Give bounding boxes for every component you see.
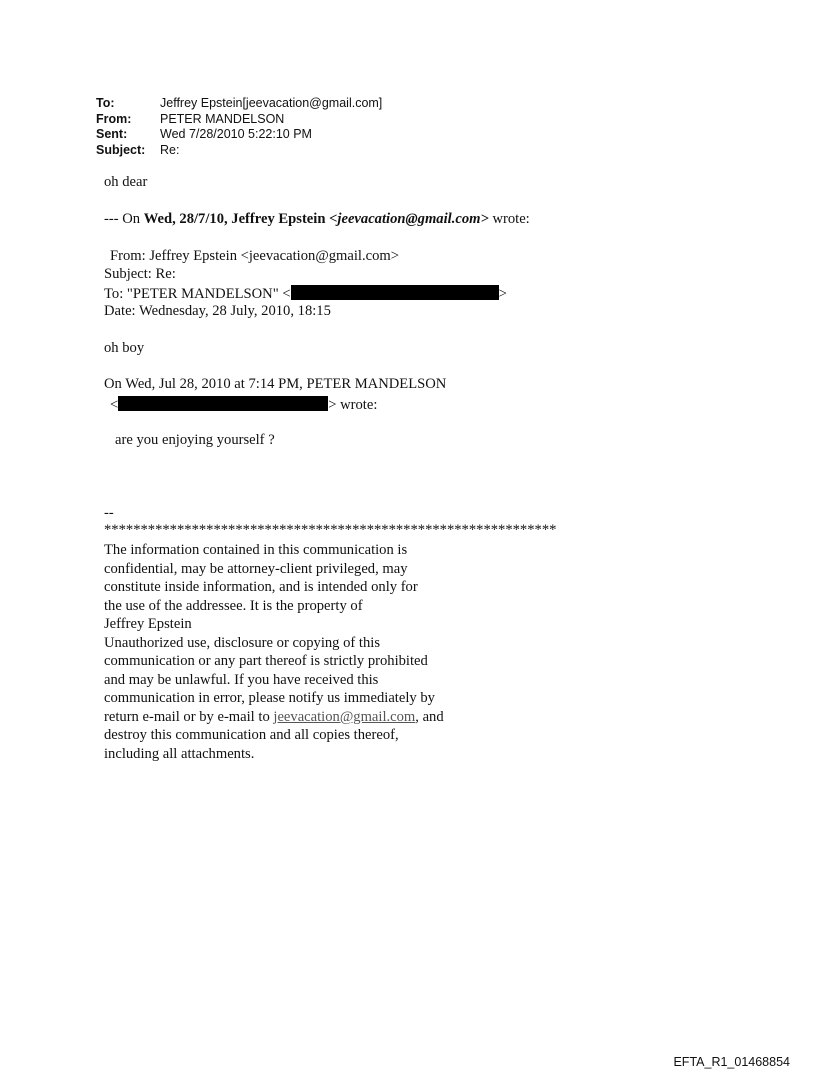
from-row — [96, 112, 382, 128]
quoted-to — [104, 285, 507, 303]
to-row — [96, 96, 382, 112]
quoted-to-prefix: To: "PETER MANDELSON" < — [104, 286, 291, 302]
quoted-date: Date: Wednesday, 28 July, 2010, 18:15 — [104, 303, 331, 319]
from-label: From: — [96, 111, 132, 126]
quote-intro-suffix: wrote: — [488, 211, 530, 227]
disclaimer-line: destroy this communication and all copies thereof, — [104, 727, 399, 743]
email-link[interactable]: jeevacation@gmail.com — [273, 708, 416, 725]
reply-text: oh dear — [104, 174, 148, 190]
return-suffix: , and — [415, 708, 444, 725]
disclaimer-line: Unauthorized use, disclosure or copying of this — [104, 634, 381, 651]
signature-stars: ************************************************************** — [104, 522, 557, 538]
quoted-subject: Subject: Re: — [104, 266, 176, 282]
quoted-to-suffix: > — [498, 286, 507, 302]
disclaimer-line: communication in error, please notify us immediately by — [104, 690, 435, 706]
second-quote-address — [110, 396, 377, 414]
redaction-block — [118, 396, 328, 411]
disclaimer-line: including all attachments. — [104, 745, 255, 762]
subject-value: Re: — [160, 142, 180, 157]
second-quote-wrote: > wrote: — [328, 397, 378, 413]
quote-intro-prefix: --- On — [104, 211, 144, 227]
sent-label: Sent: — [96, 127, 128, 141]
subject-label: Subject: — [96, 142, 146, 157]
to-label: To: — [96, 96, 115, 110]
to-value: Jeffrey Epstein[jeevacation@gmail.com] — [160, 96, 383, 110]
quoted-from: From: Jeffrey Epstein <jeevacation@gmail.com> — [110, 248, 399, 264]
quoted-text: oh boy — [104, 340, 145, 356]
disclaimer-block — [104, 541, 444, 763]
quote-intro — [104, 211, 530, 228]
disclaimer-line: confidential, may be attorney-client privileged, may — [104, 560, 408, 577]
quote-intro-email: <jeevacation@gmail.com> — [329, 211, 489, 227]
subject-row — [96, 143, 382, 159]
second-quote-intro: On Wed, Jul 28, 2010 at 7:14 PM, PETER MANDELSON — [104, 376, 447, 392]
second-quote-text: are you enjoying yourself ? — [115, 432, 275, 448]
from-value: PETER MANDELSON — [160, 111, 285, 126]
return-prefix: return e-mail or by e-mail to — [104, 708, 274, 725]
redaction-block — [291, 285, 499, 300]
disclaimer-line: communication or any part thereof is strictly prohibited — [104, 653, 428, 669]
sent-value: Wed 7/28/2010 5:22:10 PM — [160, 127, 312, 141]
disclaimer-line: The information contained in this communication is — [104, 542, 408, 558]
disclaimer-return-line — [104, 708, 444, 727]
second-quote-lt: < — [110, 397, 119, 413]
disclaimer-line: and may be unlawful. If you have received this — [104, 671, 379, 688]
email-header — [96, 96, 382, 158]
document-id: EFTA_R1_01468854 — [673, 1055, 790, 1069]
disclaimer-line: Jeffrey Epstein — [104, 616, 192, 632]
sent-row — [96, 127, 382, 143]
signature-dashes: -- — [104, 505, 114, 521]
quote-intro-bold: Wed, 28/7/10, Jeffrey Epstein — [143, 211, 330, 227]
disclaimer-line: constitute inside information, and is intended only for — [104, 579, 418, 595]
disclaimer-line: the use of the addressee. It is the property of — [104, 597, 363, 614]
